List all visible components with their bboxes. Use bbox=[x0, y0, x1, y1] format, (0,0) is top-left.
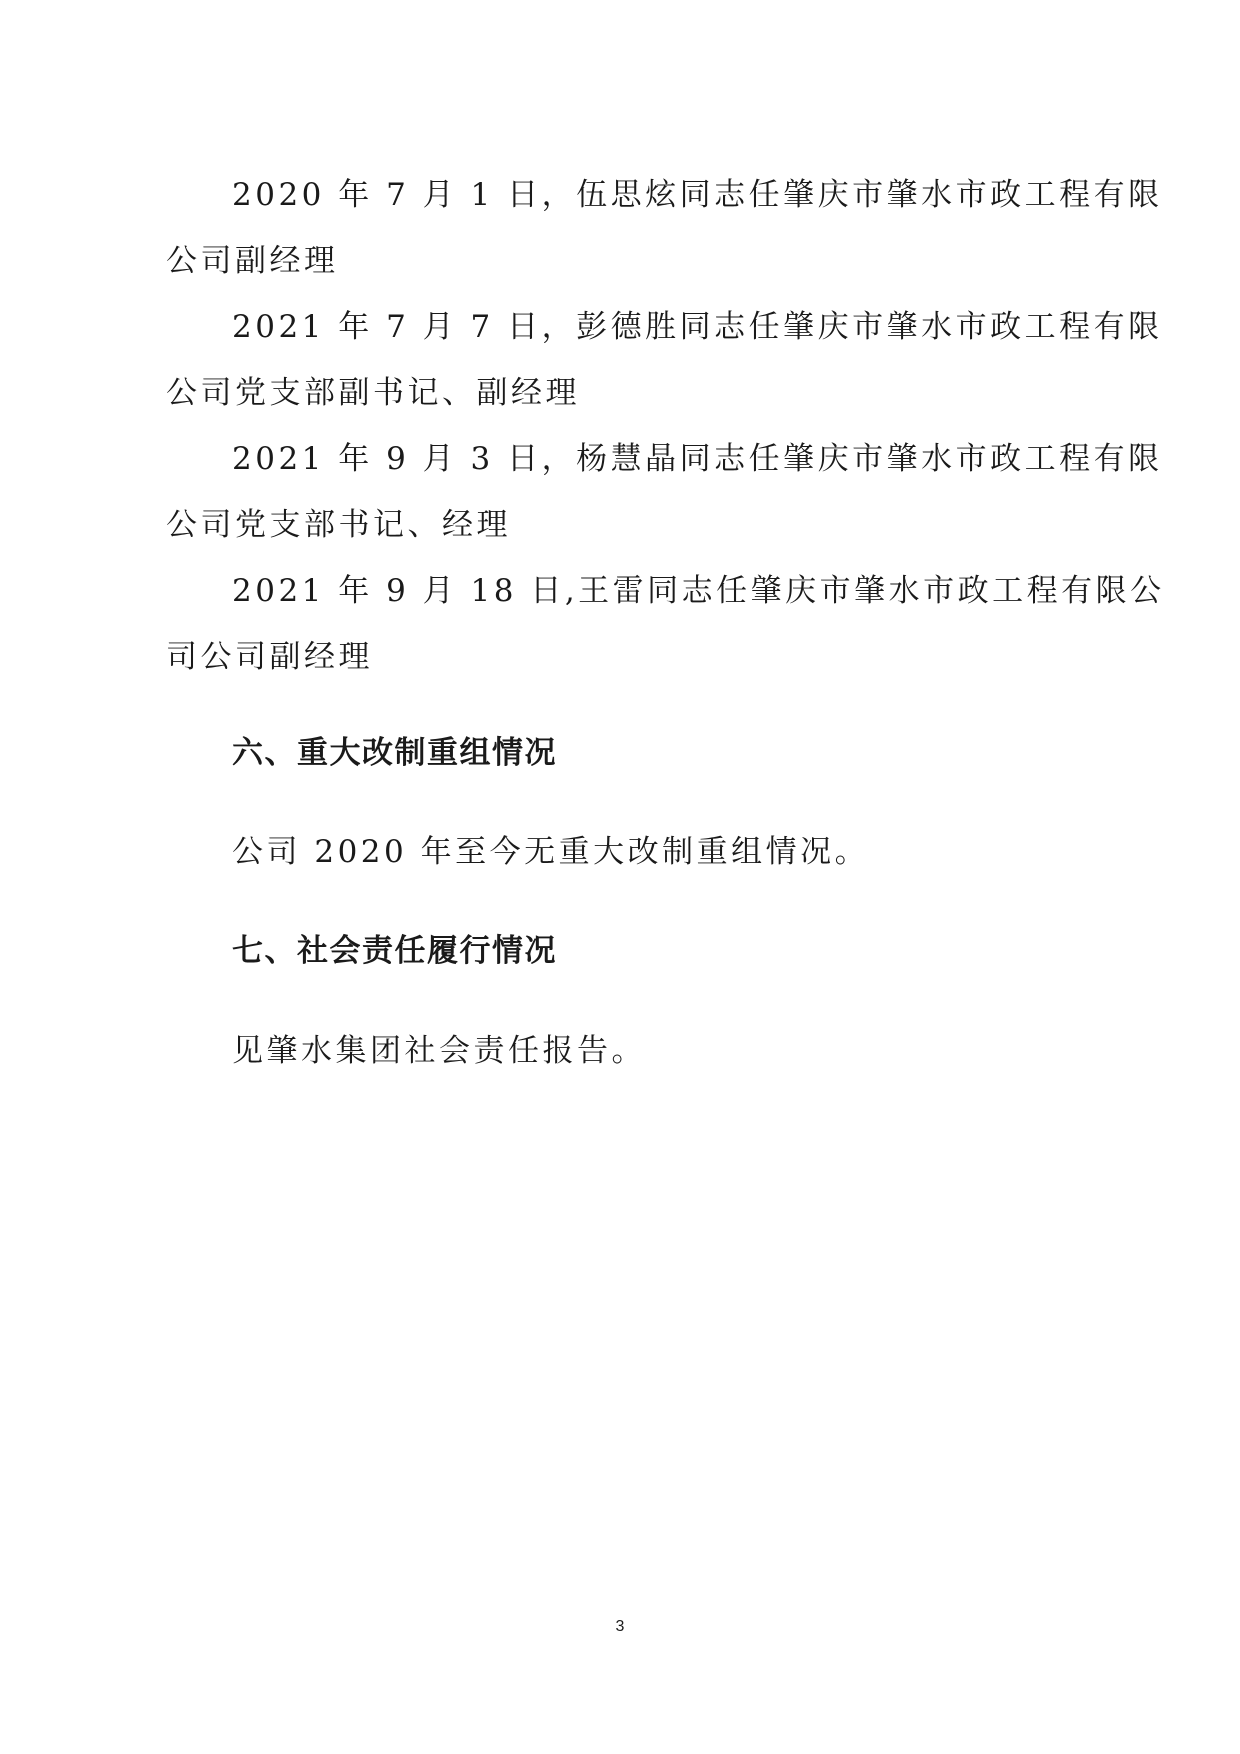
paragraph-4-line-1: 2021 年 9 月 18 日,王雷同志任肇庆市肇水市政工程有限公 bbox=[232, 573, 1165, 609]
paragraph-2-line-1: 2021 年 7 月 7 日，彭德胜同志任肇庆市肇水市政工程有限 bbox=[232, 309, 1163, 345]
paragraph-3-line-1: 2021 年 9 月 3 日，杨慧晶同志任肇庆市肇水市政工程有限 bbox=[232, 441, 1163, 477]
paragraph-4-line-2: 司公司副经理 bbox=[166, 639, 373, 675]
section-7-body: 见肇水集团社会责任报告。 bbox=[232, 1033, 646, 1069]
section-7-heading: 七、社会责任履行情况 bbox=[232, 933, 557, 969]
paragraph-1-line-1: 2020 年 7 月 1 日，伍思炫同志任肇庆市肇水市政工程有限 bbox=[232, 177, 1163, 213]
page-number: 3 bbox=[615, 1618, 625, 1635]
section-6-heading: 六、重大改制重组情况 bbox=[232, 735, 557, 771]
paragraph-3-line-2: 公司党支部书记、经理 bbox=[166, 507, 511, 543]
section-6-body: 公司 2020 年至今无重大改制重组情况。 bbox=[232, 834, 870, 870]
paragraph-2-line-2: 公司党支部副书记、副经理 bbox=[166, 375, 580, 411]
paragraph-1-line-2: 公司副经理 bbox=[166, 243, 339, 279]
